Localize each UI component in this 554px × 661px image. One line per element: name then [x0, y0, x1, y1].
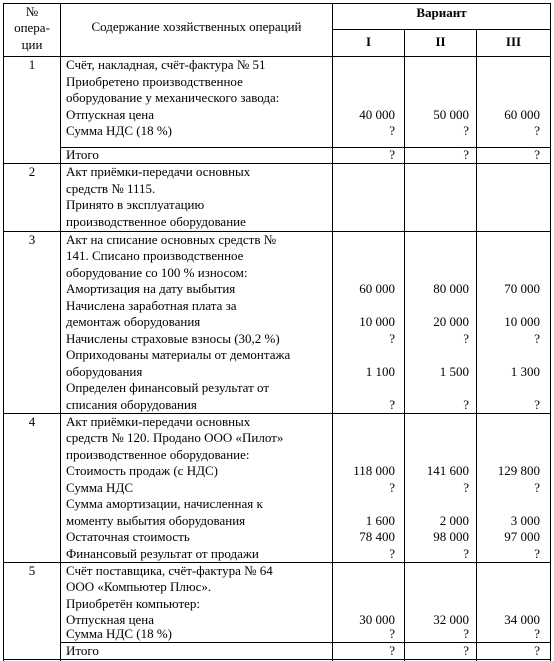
op4-sales-v3: 129 800 [497, 463, 540, 478]
op4-vat-v1: ? [389, 480, 395, 495]
op5-vat-v1: ? [389, 626, 395, 641]
op3-number: 3 [28, 232, 36, 247]
op3-result-v1: ? [389, 397, 395, 412]
op3-line-11: списания оборудования [66, 397, 197, 412]
op2-line-2: средств № 1115. [66, 181, 156, 196]
op4-line-1: Акт приёмки-передачи основных [66, 414, 251, 429]
header-variant-title: Вариант [416, 5, 467, 20]
op4-line-3: производственное оборудование: [66, 447, 250, 462]
op3-line-4: Амортизация на дату выбытия [66, 281, 236, 296]
op4-sales-v2: 141 600 [426, 463, 469, 478]
op2-number: 2 [28, 164, 36, 179]
header-number-line1: № [25, 4, 39, 19]
header-content-title: Содержание хозяйственных операций [91, 19, 302, 34]
op4-result-v3: ? [534, 546, 540, 561]
op5-line-5: Сумма НДС (18 %) [66, 626, 172, 641]
op3-result-v2: ? [463, 397, 469, 412]
op3-wages-v2: 20 000 [433, 314, 469, 329]
header-variant-3: III [505, 34, 522, 49]
op3-result-v3: ? [534, 397, 540, 412]
op5-total-label: Итого [66, 643, 99, 658]
op1-price-v1: 40 000 [359, 107, 395, 122]
op1-price-v2: 50 000 [433, 107, 469, 122]
op4-line-8: Остаточная стоимость [66, 529, 190, 544]
op5-line-2: ООО «Компьютер Плюс». [66, 579, 212, 594]
op1-vat-v3: ? [534, 123, 540, 138]
op1-total-v3: ? [534, 147, 540, 162]
op3-line-9: оборудования [66, 364, 143, 379]
op3-materials-v2: 1 500 [439, 364, 469, 379]
op1-line-1: Счёт, накладная, счёт-фактура № 51 [66, 57, 266, 72]
op3-depreciation-v1: 60 000 [359, 281, 395, 296]
op3-insurance-v3: ? [534, 331, 540, 346]
op3-line-3: оборудование со 100 % износом: [66, 265, 248, 280]
header-number-line2: опера- [14, 20, 50, 35]
op5-line-1: Счёт поставщика, счёт-фактура № 64 [66, 563, 273, 578]
op5-total-v3: ? [534, 643, 540, 658]
op3-line-8: Оприходованы материалы от демонтажа [66, 347, 291, 362]
op2-line-4: производственное оборудование [66, 214, 246, 229]
op5-vat-v3: ? [534, 626, 540, 641]
op3-line-7: Начислены страховые взносы (30,2 %) [66, 331, 280, 346]
op5-line-4: Отпускная цена [66, 612, 155, 627]
op5-total-v2: ? [463, 643, 469, 658]
op1-line-3: оборудование у механического завода: [66, 90, 280, 105]
op2-line-1: Акт приёмки-передачи основных [66, 164, 251, 179]
op5-price-v3: 34 000 [504, 612, 540, 627]
op4-residual-v1: 78 400 [359, 529, 395, 544]
table-border-top [3, 3, 551, 4]
op3-materials-v1: 1 100 [365, 364, 395, 379]
op1-total-v2: ? [463, 147, 469, 162]
op4-residual-v2: 98 000 [433, 529, 469, 544]
op1-line-4: Отпускная цена [66, 107, 155, 122]
op5-line-3: Приобретён компьютер: [66, 596, 201, 611]
variant-divider [332, 29, 551, 30]
op3-wages-v3: 10 000 [504, 314, 540, 329]
op4-vat-v2: ? [463, 480, 469, 495]
op3-materials-v3: 1 300 [510, 364, 540, 379]
op5-total-v1: ? [389, 643, 395, 658]
op5-vat-v2: ? [463, 626, 469, 641]
op4-number: 4 [28, 414, 36, 429]
op3-depreciation-v3: 70 000 [504, 281, 540, 296]
op1-price-v3: 60 000 [504, 107, 540, 122]
op3-line-6: демонтаж оборудования [66, 314, 201, 329]
op3-depreciation-v2: 80 000 [433, 281, 469, 296]
op5-price-v1: 30 000 [359, 612, 395, 627]
op4-line-5: Сумма НДС [66, 480, 133, 495]
op4-depreciation-v3: 3 000 [510, 513, 540, 528]
op1-vat-v2: ? [463, 123, 469, 138]
op4-residual-v3: 97 000 [504, 529, 540, 544]
op4-depreciation-v2: 2 000 [439, 513, 469, 528]
op4-line-6: Сумма амортизации, начисленная к [66, 496, 263, 511]
op1-line-2: Приобретено производственное [66, 74, 243, 89]
op4-line-9: Финансовый результат от продажи [66, 546, 259, 561]
op3-line-5: Начислена заработная плата за [66, 298, 237, 313]
op4-depreciation-v1: 1 600 [365, 513, 395, 528]
op3-insurance-v2: ? [463, 331, 469, 346]
header-variant-2: II [435, 34, 446, 49]
op4-sales-v1: 118 000 [353, 463, 395, 478]
table-border-bottom [3, 659, 551, 660]
op4-line-7: моменту выбытия оборудования [66, 513, 246, 528]
op2-line-3: Принято в эксплуатацию [66, 197, 205, 212]
header-variant-1: I [365, 34, 372, 49]
header-number-line3: ции [21, 37, 43, 52]
op3-insurance-v1: ? [389, 331, 395, 346]
op5-number: 5 [28, 563, 36, 578]
op3-line-1: Акт на списание основных средств № [66, 232, 277, 247]
op4-line-2: средств № 120. Продано ООО «Пилот» [66, 430, 284, 445]
op1-total-label: Итого [66, 147, 99, 162]
op4-result-v1: ? [389, 546, 395, 561]
op4-vat-v3: ? [534, 480, 540, 495]
op3-wages-v1: 10 000 [359, 314, 395, 329]
op1-line-5: Сумма НДС (18 %) [66, 123, 172, 138]
op4-result-v2: ? [463, 546, 469, 561]
op1-number: 1 [28, 57, 36, 72]
op1-vat-v1: ? [389, 123, 395, 138]
op1-total-v1: ? [389, 147, 395, 162]
op4-line-4: Стоимость продаж (с НДС) [66, 463, 218, 478]
op3-line-10: Определен финансовый результат от [66, 380, 270, 395]
op3-line-2: 141. Списано производственное [66, 248, 244, 263]
op5-price-v2: 32 000 [433, 612, 469, 627]
